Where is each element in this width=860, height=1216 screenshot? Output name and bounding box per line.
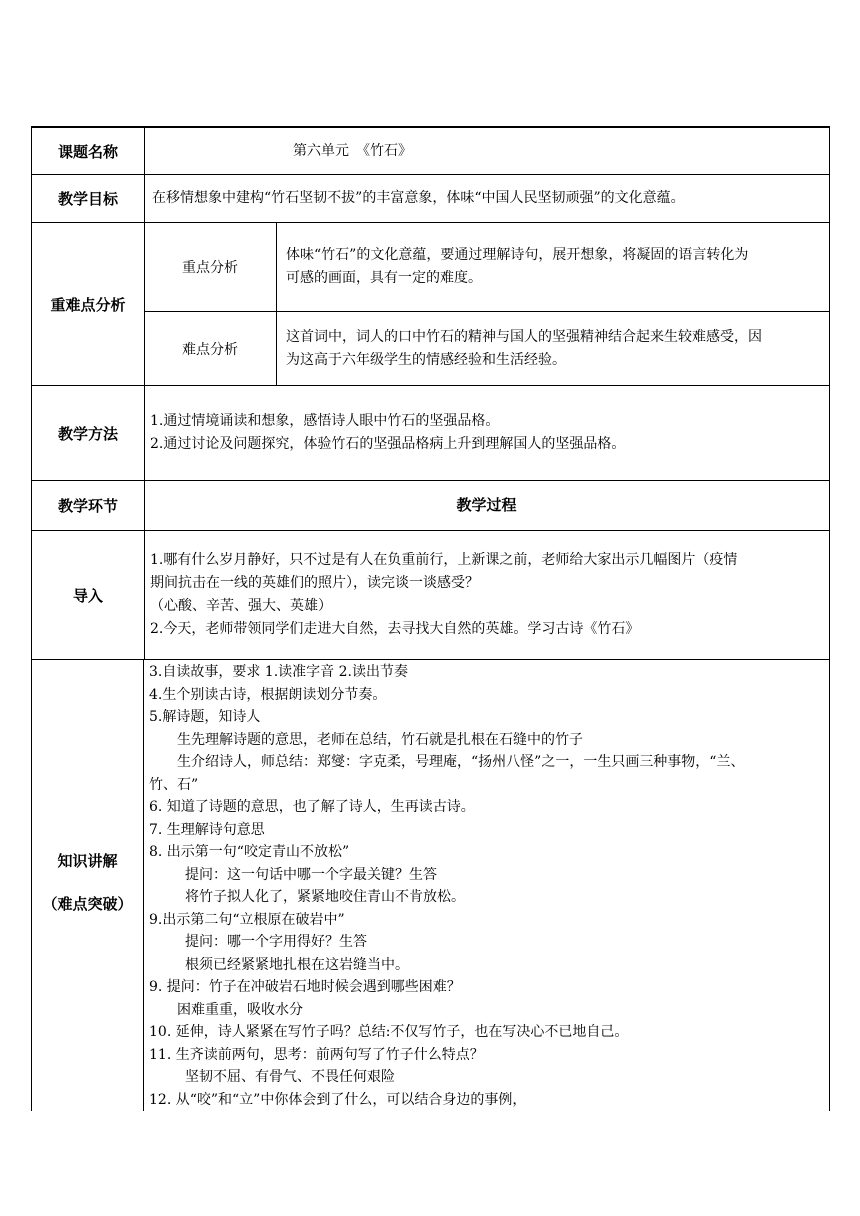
intro-row [32,531,829,660]
knowledge-line: 5.解诗题，知诗人 [149,709,261,725]
key-point-row [144,223,829,312]
knowledge-line: 11. 生齐读前两句，思考：前两句写了竹子什么特点？ [149,1046,484,1063]
knowledge-label: 知识讲解 [57,852,118,870]
knowledge-line: 坚韧不屈、有骨气、不畏任何艰险 [185,1069,395,1085]
intro-line: 2.今天，老师带领同学们走进大自然，去寻找大自然的英雄。学习古诗《竹石》 [150,621,640,637]
method-row [32,386,829,481]
difficult-point-line: 这首词中，词人的口中竹石的精神与国人的坚强精神结合起来生较难感受，因 [286,328,762,345]
section-header-row [32,481,829,531]
difficult-point-label: 难点分析 [144,312,277,385]
knowledge-line: 9. 提问：竹子在冲破岩石地时候会遇到哪些困难？ [149,979,461,995]
method-line: 2.通过讨论及问题探究，体验竹石的坚强品格病上升到理解国人的坚强品格。 [150,436,626,452]
knowledge-line: 生介绍诗人，师总结：郑燮：字克柔，号理庵，“扬州八怪”之一，一生只画三种事物，“兰、 [177,754,745,770]
knowledge-row [32,660,829,1111]
key-point-line: 体味“竹石”的文化意蕴，要通过理解诗句，展开想象，将凝固的语言转化为 [286,247,749,263]
knowledge-label-cell [32,660,144,1111]
knowledge-line: 根须已经紧紧地扎根在这岩缝当中。 [185,956,409,973]
knowledge-line: 10. 延伸，诗人紧紧在写竹子吗？总结:不仅写竹子，也在写决心不已地自己。 [149,1024,629,1040]
key-point-line: 可感的画面，具有一定的难度。 [286,270,482,286]
knowledge-line: 生先理解诗题的意思，老师在总结，竹石就是扎根在石缝中的竹子 [177,731,583,748]
difficult-point-text [276,312,829,385]
knowledge-sublabel: （难点突破） [42,895,133,913]
knowledge-line: 7. 生理解诗句意思 [149,821,265,838]
process-heading: 教学过程 [456,496,517,514]
knowledge-line: 3.自读故事，要求 1.读准字音 2.读出节奏 [149,664,408,680]
lesson-plan-table [31,126,830,1111]
goal-text: 在移情想象中建构“竹石坚韧不拔”的丰富意象，体味“中国人民坚韧顽强”的文化意蕴。 [152,190,685,206]
method-label: 教学方法 [32,386,145,480]
knowledge-line: 提问：这一句话中哪一个字最关键？生答 [185,866,437,883]
knowledge-line: 12. 从“咬”和“立”中你体会到了什么，可以结合身边的事例， [149,1091,527,1108]
knowledge-line: 将竹子拟人化了，紧紧地咬住青山不肯放松。 [185,889,465,905]
difficult-point-line: 为这高于六年级学生的情感经验和生活经验。 [286,351,566,368]
knowledge-line: 提问：哪一个字用得好？生答 [185,934,367,950]
intro-line: 1.哪有什么岁月静好，只不过是有人在负重前行，上新课之前，老师给大家出示几幅图片（疫情 [150,552,738,568]
key-point-label: 重点分析 [144,223,277,311]
section-label: 教学环节 [32,481,145,530]
analysis-label: 重难点分析 [32,223,145,385]
difficult-point-row [144,312,829,385]
method-line: 1.通过情境诵读和想象，感悟诗人眼中竹石的坚强品格。 [150,413,500,429]
goal-row [32,175,829,223]
goal-label: 教学目标 [32,175,145,222]
title-label: 课题名称 [32,128,145,174]
intro-label: 导入 [32,531,145,659]
lesson-title: 第六单元 《竹石》 [293,142,412,159]
key-point-text [276,223,829,311]
intro-line: 期间抗击在一线的英雄们的照片），读完谈一谈感受？ [150,575,479,591]
intro-line: （心酸、辛苦、强大、英雄） [150,598,332,614]
title-row [32,128,829,175]
knowledge-line: 8. 出示第一句“咬定青山不放松” [149,844,350,860]
knowledge-line: 4.生个别读古诗，根据朗读划分节奏。 [149,686,387,703]
knowledge-line: 9.出示第二句“立根原在破岩中” [149,911,345,928]
analysis-row [32,223,829,386]
knowledge-line: 6. 知道了诗题的意思，也了解了诗人，生再读古诗。 [149,799,475,815]
knowledge-line: 困难重重，吸收水分 [177,1001,303,1018]
knowledge-line: 竹、石” [149,776,199,793]
